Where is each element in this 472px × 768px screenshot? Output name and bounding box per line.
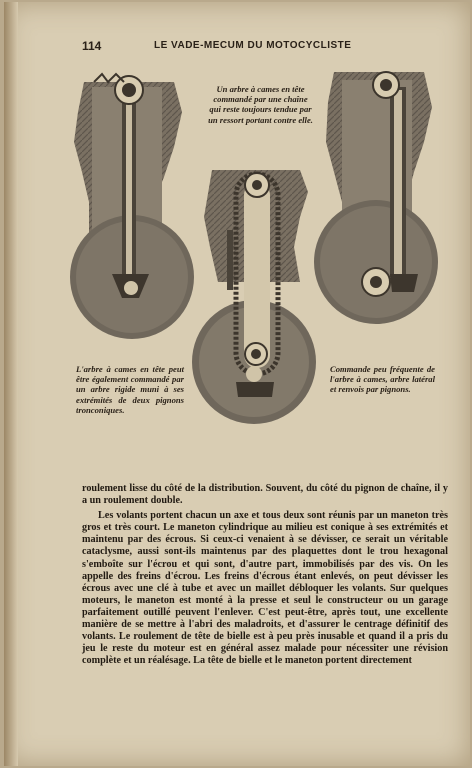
book-page (4, 2, 470, 766)
right-engine-drawing (314, 72, 438, 324)
caption-overhead-cam-chain: Un arbre à cames en tête commandé par une chaîne qui reste toujours tendue par un ressort portant contre elle. (208, 84, 313, 125)
left-engine-drawing (70, 74, 194, 339)
body-text (82, 483, 448, 670)
page-number: 114 (82, 39, 102, 53)
center-engine-drawing (192, 170, 316, 424)
paragraph: Les volants portent chacun un axe et tous deux sont réunis par un maneton très gros et très court. Le maneton cylindrique au milieu est conique à ses extrémités et maintenu par des écrous. Si ceux-ci venaient à se dévisser, ce serait un véritable cataclysme, aussi sont-ils maintenus par des plaquettes dont le trou hexagonal s'emboîte sur l'écrou et qui sont, d'autre part, immobilisés par des vis. On les appelle des freins d'écrou. Les freins d'écrous étant enlevés, on peut dévisser les écrous avec une clé à tube et avec un maillet débloquer les volants. Sur quelques moteurs, le maneton est monté à la presse et seul le constructeur ou un garage parfaitement outillé peuvent l'enlever. C'est peut-être, après tout, une excellente manière de se mettre à l'abri des maladroits, et d'assurer le centrage définitif des volants. Le roulement de tête de bielle est à peu près inusable et quand il a pris du jeu le reste du moteur est en général assez malade pour nécessiter une révision complète et un réalésage. La tête de bielle et le maneton portent directement (82, 510, 448, 667)
running-title: LE VADE-MECUM DU MOTOCYCLISTE (154, 40, 352, 51)
caption-side-shaft-drive: Commande peu fréquente de l'arbre à cames, arbre latéral et renvois par pignons. (330, 364, 435, 395)
paragraph: roulement lisse du côté de la distribution. Souvent, du côté du pignon de chaîne, il y a un roulement double. (82, 483, 448, 507)
engine-illustrations (4, 2, 470, 472)
caption-bevel-shaft-drive: L'arbre à cames en tête peut être également commandé par un arbre rigide muni à ses extrémités de deux pignons tronconiques. (76, 364, 184, 415)
